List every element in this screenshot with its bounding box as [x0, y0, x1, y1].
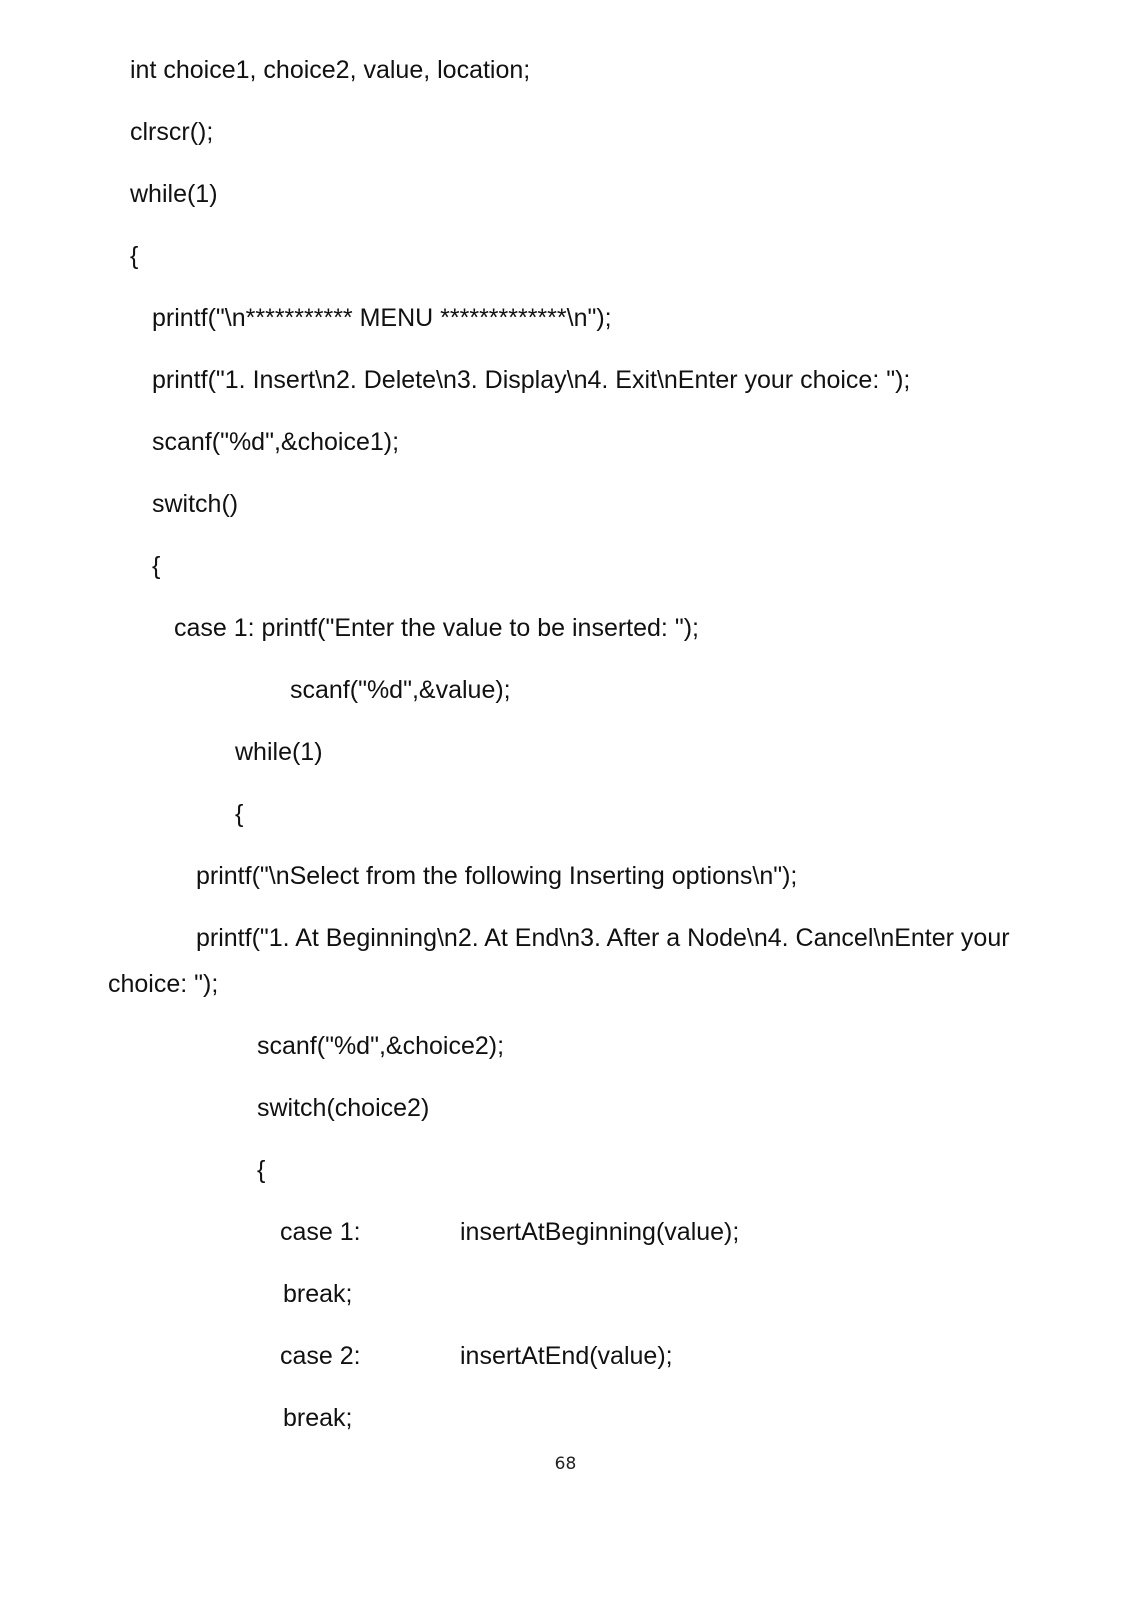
- code-line-17: scanf("%d",&choice2);: [257, 1032, 505, 1060]
- code-line-7: scanf("%d",&choice1);: [152, 428, 400, 456]
- code-line-18: switch(choice2): [257, 1094, 430, 1122]
- code-line-22: break;: [283, 1280, 353, 1308]
- code-line-2: clrscr();: [130, 118, 214, 146]
- code-line-4: {: [130, 242, 139, 270]
- code-line-23: case 2:: [280, 1342, 361, 1370]
- code-line-21: insertAtBeginning(value);: [460, 1218, 740, 1246]
- code-line-5: printf("\n*********** MENU *************\n");: [152, 304, 612, 332]
- code-line-1: int choice1, choice2, value, location;: [130, 56, 531, 84]
- page-number: 68: [554, 1454, 577, 1474]
- code-line-11: scanf("%d",&value);: [290, 676, 511, 704]
- code-line-16: choice: ");: [108, 970, 219, 998]
- code-line-3: while(1): [130, 180, 218, 208]
- code-line-24: insertAtEnd(value);: [460, 1342, 673, 1370]
- code-line-19: {: [257, 1156, 266, 1184]
- code-line-8: switch(): [152, 490, 239, 518]
- code-line-14: printf("\nSelect from the following Inserting options\n");: [196, 862, 798, 890]
- code-line-25: break;: [283, 1404, 353, 1432]
- code-line-20: case 1:: [280, 1218, 361, 1246]
- code-line-10: case 1: printf("Enter the value to be inserted: ");: [174, 614, 699, 642]
- code-line-15: printf("1. At Beginning\n2. At End\n3. After a Node\n4. Cancel\nEnter your: [196, 924, 1010, 952]
- code-line-9: {: [152, 552, 161, 580]
- code-line-13: {: [235, 800, 244, 828]
- code-line-6: printf("1. Insert\n2. Delete\n3. Display\n4. Exit\nEnter your choice: ");: [152, 366, 911, 394]
- code-line-12: while(1): [235, 738, 323, 766]
